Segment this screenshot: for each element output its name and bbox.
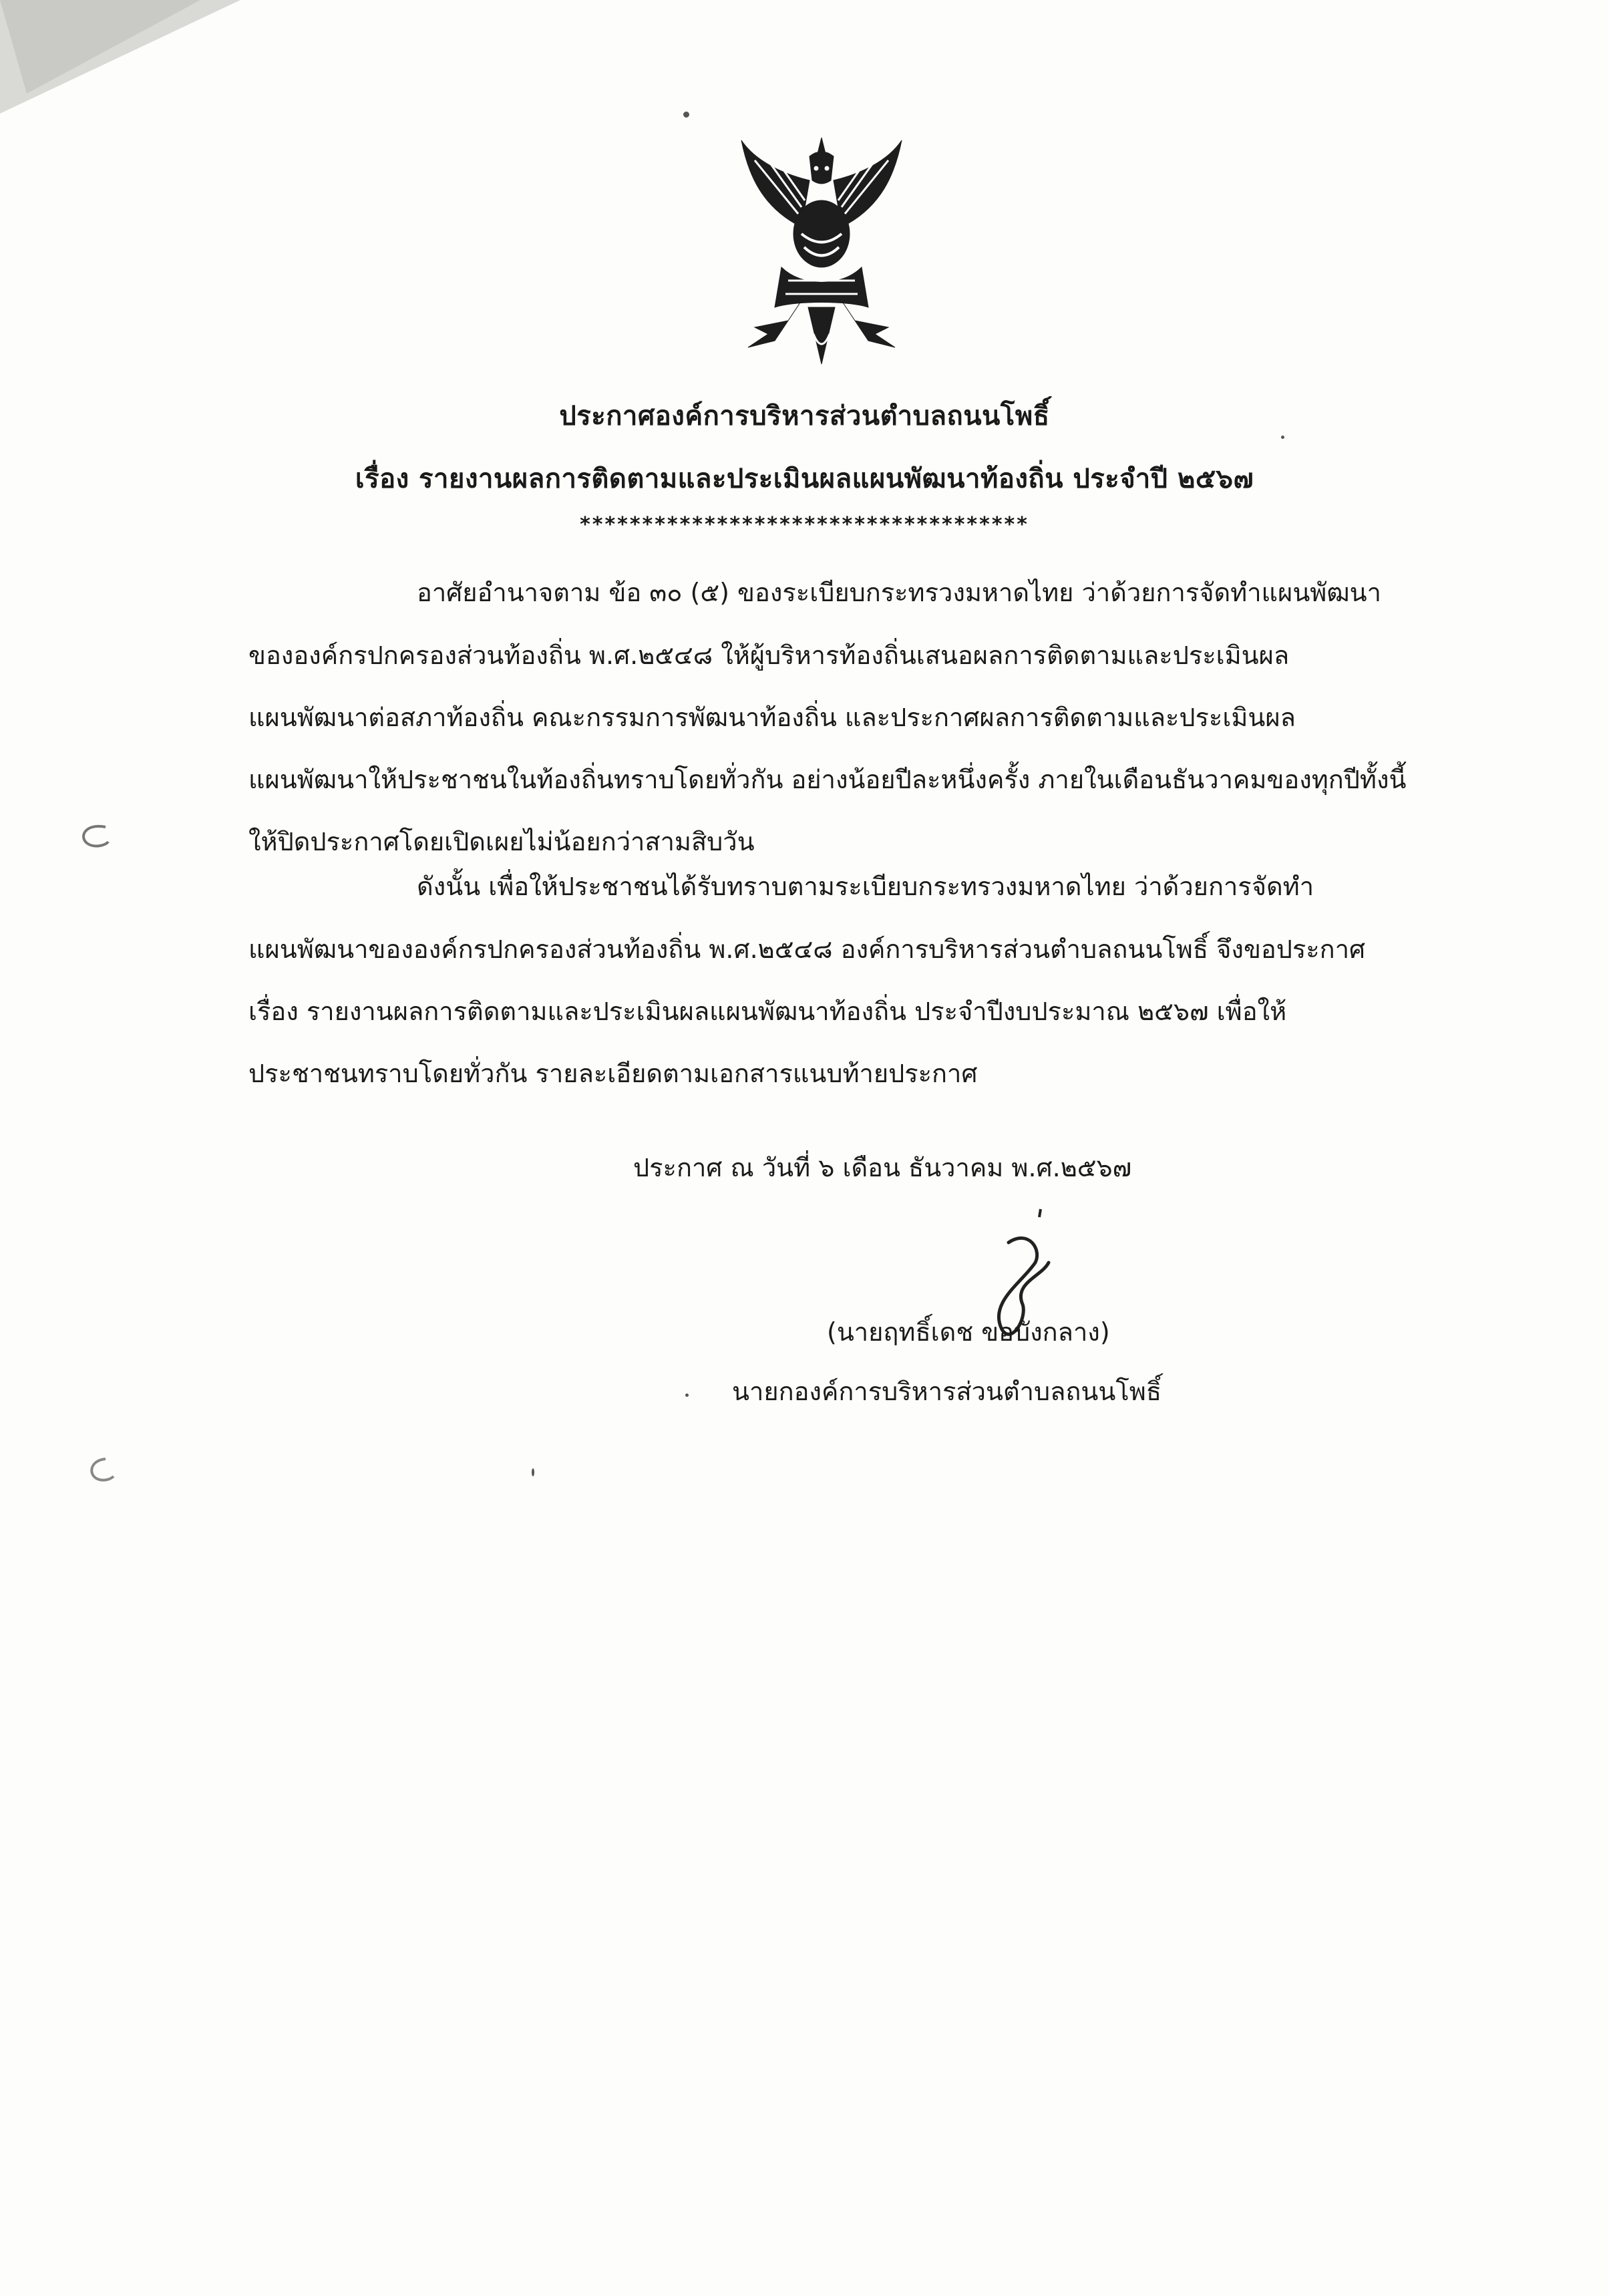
paragraph-1-line: อาศัยอำนาจตาม ข้อ ๓๐ (๕) ของระเบียบกระทรวงมหาดไทย ว่าด้วยการจัดทำแผนพัฒนา xyxy=(417,578,1381,607)
punch-hole-mark xyxy=(85,1456,118,1483)
punch-hole-mark xyxy=(79,823,111,850)
paragraph-2-line: แผนพัฒนาขององค์กรปกครองส่วนท้องถิ่น พ.ศ.๒๕๔๘ องค์การบริหารส่วนตำบลถนนโพธิ์ จึงขอประกาศ xyxy=(248,935,1366,964)
signer-position: นายกองค์การบริหารส่วนตำบลถนนโพธิ์ xyxy=(732,1377,1162,1406)
paragraph-2-line: ดังนั้น เพื่อให้ประชาชนได้รับทราบตามระเบียบกระทรวงมหาดไทย ว่าด้วยการจัดทำ xyxy=(417,872,1314,901)
title-separator: ************************************ xyxy=(580,513,1029,536)
folded-corner-shadow xyxy=(0,0,240,120)
paragraph-2-line: เรื่อง รายงานผลการติดตามและประเมินผลแผนพัฒนาท้องถิ่น ประจำปีงบประมาณ ๒๕๖๗ เพื่อให้ xyxy=(248,997,1287,1026)
scan-speck xyxy=(685,1393,689,1397)
paragraph-1-line: ขององค์กรปกครองส่วนท้องถิ่น พ.ศ.๒๕๔๘ ให้ผู้บริหารท้องถิ่นเสนอผลการติดตามและประเมินผล xyxy=(248,641,1290,670)
signer-name: (นายฤทธิ์เดช ขอบังกลาง) xyxy=(827,1317,1110,1347)
scan-speck xyxy=(683,112,689,118)
announcement-date: ประกาศ ณ วันที่ ๖ เดือน ธันวาคม พ.ศ.๒๕๖๗ xyxy=(633,1153,1132,1182)
garuda-emblem-icon xyxy=(735,134,908,374)
document-subject: เรื่อง รายงานผลการติดตามและประเมินผลแผนพัฒนาท้องถิ่น ประจำปี ๒๕๖๗ xyxy=(355,464,1254,494)
paragraph-2-line: ประชาชนทราบโดยทั่วกัน รายละเอียดตามเอกสารแนบท้ายประกาศ xyxy=(248,1059,978,1088)
paragraph-1-line: แผนพัฒนาต่อสภาท้องถิ่น คณะกรรมการพัฒนาท้องถิ่น และประกาศผลการติดตามและประเมินผล xyxy=(248,703,1296,732)
document-title: ประกาศองค์การบริหารส่วนตำบลถนนโพธิ์ xyxy=(559,401,1050,432)
paragraph-1-line: แผนพัฒนาให้ประชาชนในท้องถิ่นทราบโดยทั่วกัน อย่างน้อยปีละหนึ่งครั้ง ภายในเดือนธันวาคมของทุกปีทั้งนี้ xyxy=(248,765,1407,794)
paragraph-1-line: ให้ปิดประกาศโดยเปิดเผยไม่น้อยกว่าสามสิบวัน xyxy=(248,827,755,856)
scan-speck xyxy=(532,1468,534,1476)
